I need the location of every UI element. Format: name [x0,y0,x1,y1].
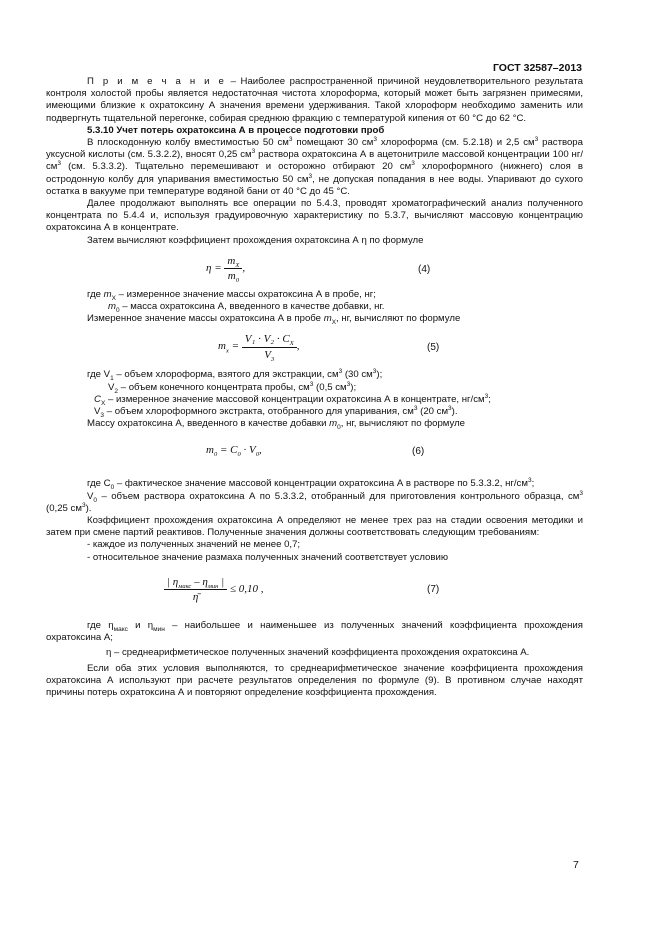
paragraph-conclusion: Если оба этих условия выполняются, то среднеарифметическое значение коэффициента прохождения охратоксина А используют при расчете результатов определения по формуле (9). В противном случае находят причины потерь охратоксина А и повторяют определение коэффициента прохождения. [46,662,583,698]
paragraph-analysis: Далее продолжают выполнять все операции по 5.4.3, проводят хроматографический анализ полученного концентрата по 5.4.4 и, используя градуировочную характеристику по 5.3.7, вычисляют массовую концентрацию охратоксина А в концентрате. [46,198,583,234]
where-4-line-1: где $m_X$ – измеренное значение массы охратоксина А в пробе, нг; [87,288,376,302]
where-5-line-2: $V_2$ – объем конечного концентрата пробы, $см^3$ (0,5 $см^3$); [108,380,357,395]
paragraph-coefficient-intro: Затем вычисляют коэффициент прохождения охратоксина А η по формуле [87,234,424,246]
section-title: 5.3.10 Учет потерь охратоксина А в процессе подготовки проб [87,124,385,136]
formula-number-5: (5) [427,342,440,354]
where-4-line-2: $m_0$ – масса охратоксина А, введенного в качестве добавки, нг. [108,301,385,314]
note-paragraph [46,76,583,125]
where-7-line-2: η – среднеарифметическое полученных значений коэффициента прохождения охратоксина А. [106,647,530,659]
formula-5: $m_x$ = $\frac{V_1 \cdot V_2 \cdot C_X}{V_3}$ , (5) [218,333,440,363]
where-5-line-1: где $V_1$ – объем хлороформа, взятого для экстракции, $см^3$ (30 $см^3$); [87,368,383,383]
formula-number-6: (6) [412,446,425,458]
note-label: П р и м е ч а н и е [87,76,226,87]
formula-6: $m_0 = C_0 \cdot V_0$, (6) [206,444,425,459]
formula-4: η = $\frac{m_X}{m_0}$ , (4) [206,254,431,285]
paragraph-mass-intro: Измеренное значение массы охратоксина А в пробе $m_X$, нг, вычисляют по формуле [87,313,461,327]
where-5-line-3: $C_X$ – измеренное значение массовой концентрации охратоксина А в концентрате, $нг/см^3$; [94,392,491,407]
formula-number-7: (7) [427,583,440,595]
paragraph-requirements: Коэффициент прохождения охратоксина А определяют не менее трех раз на стадии освоения методики и затем при смене партий реактивов. Полученные значения должны соответствовать следующим требованиям: [46,515,583,539]
formula-7: $\frac{| \eta_{макс} - \eta_{мин} |}{\etā}$ ≤ 0,10 , (7) [46,564,583,620]
requirement-2: - относительное значение размаха полученных значений соответствует условию [87,551,449,563]
formula-number-4: (4) [418,263,431,275]
where-6-line-1: где $C_0$ – фактическое значение массовой концентрации охратоксина А в растворе по 5.3.3.2, $нг/см^3$; [87,477,535,492]
document-body [46,76,583,699]
page-number: 7 [573,859,579,871]
where-6-line-2: $V_0$ – объем раствора охратоксина А по 5.3.3.2, отобранный для приготовления контрольного образца, $см^3$ (0,25 $см^3$). [46,489,583,514]
paragraph-spike-intro: Массу охратоксина А, введенного в качестве добавки $m_0$, нг, вычисляют по формуле [87,418,466,432]
note-text: – Наиболее распространенной причиной неудовлетворительного результата контроля холостой пробы является недостаточная чистота хлороформа, который может быть загрязнен примесями, имеющими близкие к охратоксину А значения времени удерживания. Такой хлороформ необходимо заменить или подвергнуть тщательной перегонке, собирая среднюю фракцию с температурой кипения от 60 °C до 62 °C. [46,76,583,124]
where-5-line-4: $V_3$ – объем хлороформного экстракта, отобранного для упаривания, $см^3$ (20 $см^3$). [94,404,458,419]
requirement-1: - каждое из полученных значений не менее 0,7; [87,539,301,551]
paragraph-procedure: В плоскодонную колбу вместимостью 50 $см^3$ помещают 30 $см^3$ хлороформа (см. 5.2.18) и 2,5 $см^3$ раствора уксусной кислоты (см. 5.3.2.2), вносят 0,25 $см^3$ раствора охратоксина А в ацетонитриле массовой концентрации 100 $нг/см^3$ (см. 5.3.3.2). Тщательно перемешивают и осторожно отбирают 20 $см^3$ хлороформного (нижнего) слоя в остродонную колбу для упаривания вместимостью 50 $см^3$, не допуская попадания в нее воды. Упаривают до сухого остатка в вакууме при температуре водяной бани от 40 °C до 45 °C. [46,135,583,197]
where-7-line-1: где $\eta_{макс}$ и $\eta_{мин}$ – наибольшее и наименьшее из полученных значений коэффициента прохождения охратоксина А; [46,619,583,644]
document-header: ГОСТ 32587–2013 [492,62,582,74]
